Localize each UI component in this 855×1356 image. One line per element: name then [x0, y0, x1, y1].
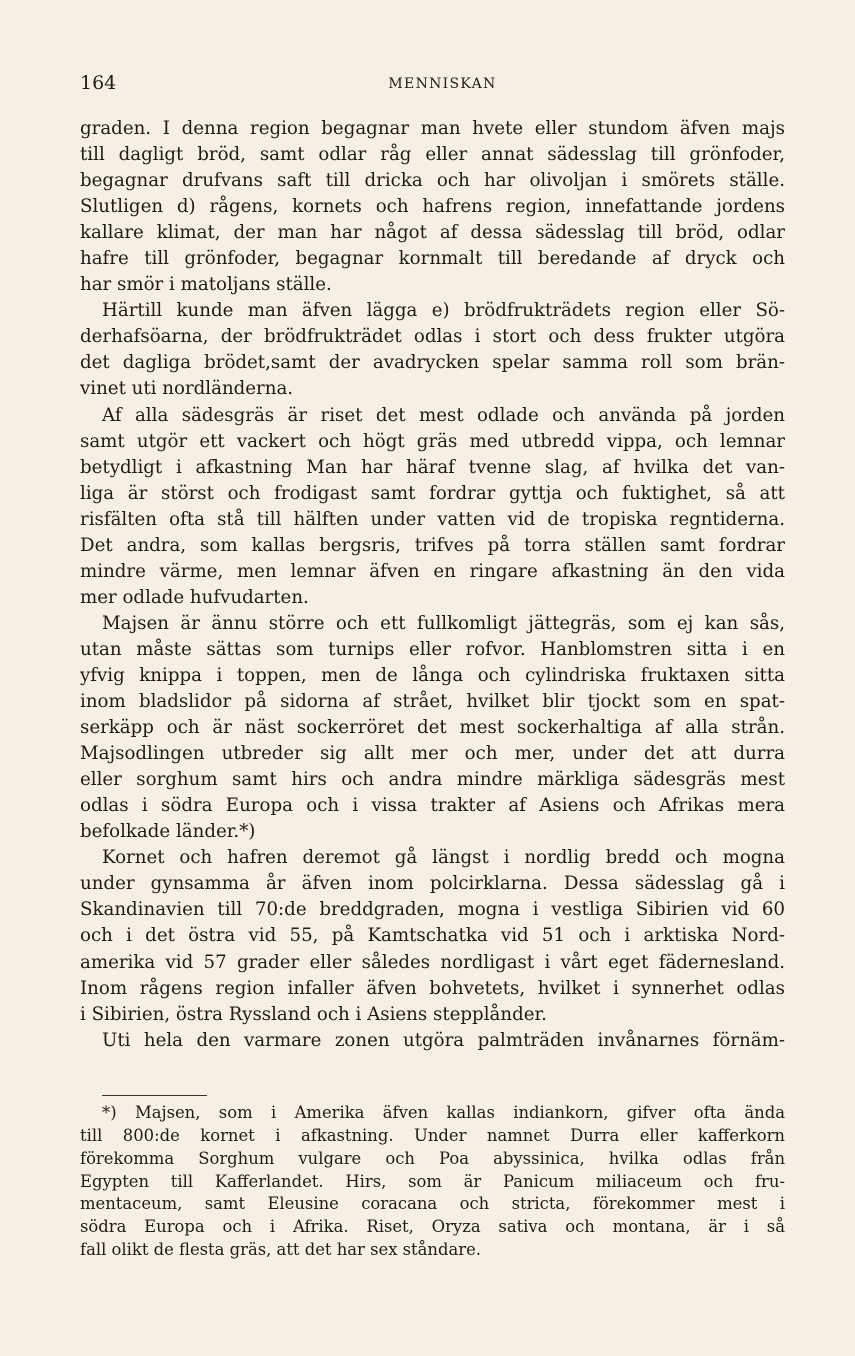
text-line: odlas i södra Europa och i vissa trakter af Asiens och Afrikas mera: [80, 795, 785, 817]
text-line: eller sorghum samt hirs och andra mindre märkliga sädesgräs mest: [80, 769, 785, 791]
text-line: betydligt i afkastning Man har häraf tvenne slag, af hvilka det van-: [80, 456, 785, 478]
text-line: vinet uti nordländerna.: [80, 378, 294, 400]
footnote-line: fall olikt de flesta gräs, att det har sex ståndare.: [80, 1240, 481, 1260]
text-line: Majsen är ännu större och ett fullkomligt jättegräs, som ej kan sås,: [102, 612, 785, 634]
footnote-line: förekomma Sorghum vulgare och Poa abyssinica, hvilka odlas från: [80, 1148, 785, 1168]
text-line: under gynsamma år äfven inom polcirklarna. Dessa sädesslag gå i: [80, 873, 785, 895]
text-line: har smör i matoljans ställe.: [80, 274, 332, 296]
text-line: hafre till grönfoder, begagnar kornmalt till beredande af dryck och: [80, 248, 785, 270]
text-line: mer odlade hufvudarten.: [80, 586, 309, 608]
text-line: amerika vid 57 grader eller således nordligast i vårt eget fädernesland.: [80, 951, 785, 973]
text-line: serkäpp och är näst sockerröret det mest sockerhaltiga af alla strån.: [80, 717, 785, 739]
text-line: till dagligt bröd, samt odlar råg eller annat sädesslag till grönfoder,: [80, 144, 785, 166]
text-line: det dagliga brödet,samt der avadrycken spelar samma roll som brän-: [80, 352, 785, 374]
text-line: begagnar drufvans saft till dricka och har olivoljan i smörets ställe.: [80, 170, 785, 192]
footnote-line: Egypten till Kafferlandet. Hirs, som är Panicum miliaceum och fru-: [80, 1171, 785, 1191]
text-line: samt utgör ett vackert och högt gräs med utbredd vippa, och lemnar: [80, 430, 785, 452]
text-line: Kornet och hafren deremot gå längst i nordlig bredd och mogna: [102, 847, 785, 869]
text-line: risfälten ofta stå till hälften under vatten vid de tropiska regntiderna.: [80, 508, 785, 530]
footnote-line: mentaceum, samt Eleusine coracana och stricta, förekommer mest i: [80, 1194, 785, 1214]
text-line: Inom rågens region infaller äfven bohvetets, hvilket i synnerhet odlas: [80, 977, 785, 999]
text-line: utan måste sättas som turnips eller rofvor. Hanblomstren sitta i en: [80, 638, 785, 660]
main-text: [80, 116, 785, 1054]
page-number: 164: [80, 72, 117, 94]
footnote-line: till 800:de kornet i afkastning. Under namnet Durra eller kafferkorn: [80, 1125, 785, 1145]
footnote-line: *) Majsen, som i Amerika äfven kallas indiankorn, gifver ofta ända: [102, 1103, 785, 1122]
text-line: graden. I denna region begagnar man hvete eller stundom äfven majs: [80, 118, 785, 139]
text-line: i Sibirien, östra Ryssland och i Asiens stepplånder.: [80, 1003, 547, 1025]
text-line: Härtill kunde man äfven lägga e) brödfrukträdets region eller Sö-: [102, 300, 785, 322]
text-line: Majsodlingen utbreder sig allt mer och mer, under det att durra: [80, 743, 785, 765]
text-line: Skandinavien till 70:de breddgraden, mogna i vestliga Sibirien vid 60: [80, 899, 785, 921]
text-line: liga är störst och frodigast samt fordrar gyttja och fuktighet, så att: [80, 482, 785, 504]
text-line: befolkade länder.*): [80, 821, 256, 843]
running-title: MENNISKAN: [388, 76, 497, 92]
text-line: inom bladslidor på sidorna af strået, hvilket blir tjockt som en spat-: [80, 691, 785, 713]
text-line: derhafsöarna, der brödfrukträdet odlas i stort och dess frukter utgöra: [80, 326, 785, 348]
text-line: Af alla sädesgräs är riset det mest odlade och använda på jorden: [102, 404, 785, 426]
text-line: och i det östra vid 55, på Kamtschatka vid 51 och i arktiska Nord-: [80, 925, 785, 947]
text-line: yfvig knippa i toppen, men de långa och cylindriska fruktaxen sitta: [80, 664, 785, 686]
text-line: kallare klimat, der man har något af dessa sädesslag till bröd, odlar: [80, 222, 785, 244]
text-line: mindre värme, men lemnar äfven en ringare afkastning än den vida: [80, 560, 785, 582]
text-line: Det andra, som kallas bergsris, trifves på torra ställen samt fordrar: [80, 534, 785, 556]
text-line: Uti hela den varmare zonen utgöra palmträden invånarnes förnäm-: [102, 1029, 785, 1051]
footnote-line: södra Europa och i Afrika. Riset, Oryza sativa och montana, är i så: [80, 1217, 785, 1237]
footnote: [80, 1102, 785, 1262]
text-line: Slutligen d) rågens, kornets och hafrens region, innefattande jordens: [80, 196, 785, 218]
footnote-divider: [102, 1095, 207, 1096]
